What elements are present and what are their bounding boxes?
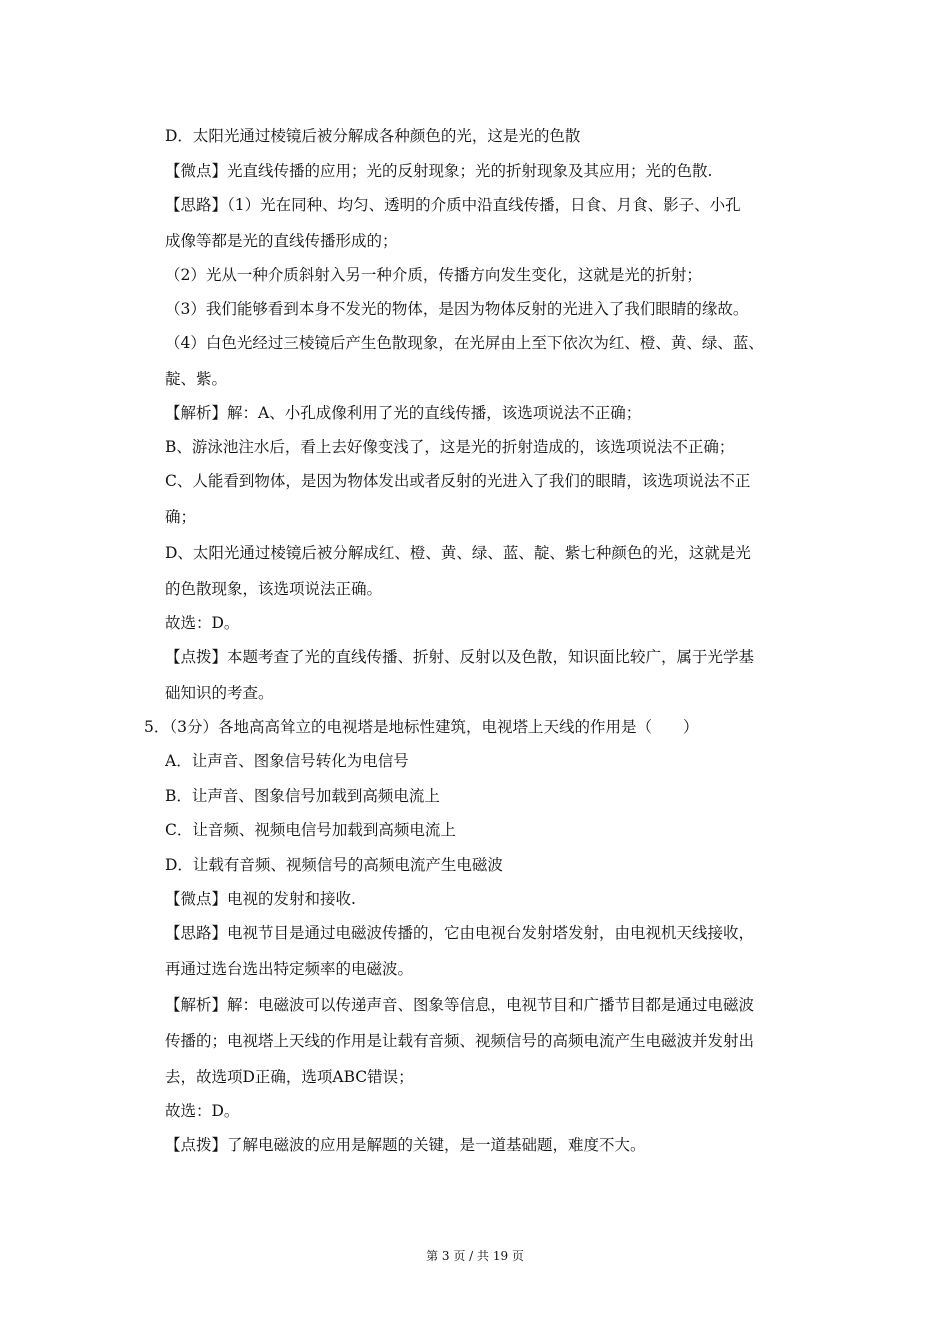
comment-line: 础知识的考查。: [165, 684, 274, 702]
option-b: B．让声音、图象信号加载到高频电流上: [165, 787, 440, 805]
question-5-stem: 5．（3分）各地高高耸立的电视塔是地标性建筑，电视塔上天线的作用是（ ）: [144, 718, 699, 736]
analysis-line: 的色散现象，该选项说法正确。: [165, 580, 383, 598]
analysis-line: C、人能看到物体，是因为物体发出或者反射的光进入了我们的眼睛，该选项说法不正: [165, 472, 751, 490]
analysis-line: 【解析】解：电磁波可以传递声音、图象等信息，电视节目和广播节目都是通过电磁波: [165, 996, 755, 1014]
reasoning-line: （4）白色光经过三棱镜后产生色散现象，在光屏由上至下依次为红、橙、黄、绿、蓝、: [165, 334, 764, 352]
reasoning-line: （2）光从一种介质斜射入另一种介质，传播方向发生变化，这就是光的折射；: [165, 266, 702, 284]
answer-line: 故选：D。: [165, 1102, 240, 1120]
option-d: D．让载有音频、视频信号的高频电流产生电磁波: [165, 856, 503, 874]
analysis-line: 传播的；电视塔上天线的作用是让载有音频、视频信号的高频电流产生电磁波并发射出: [165, 1032, 755, 1050]
analysis-line: D、太阳光通过棱镜后被分解成红、橙、黄、绿、蓝、靛、紫七种颜色的光，这就是光: [165, 544, 751, 562]
option-c: C．让音频、视频电信号加载到高频电流上: [165, 821, 456, 839]
reasoning-line: 成像等都是光的直线传播形成的；: [165, 232, 398, 250]
reasoning-line: （3）我们能够看到本身不发光的物体，是因为物体反射的光进入了我们眼睛的缘故。: [165, 300, 749, 318]
micro-point-line: 【微点】光直线传播的应用；光的反射现象；光的折射现象及其应用；光的色散.: [165, 162, 713, 180]
micro-point-line: 【微点】电视的发射和接收.: [165, 890, 356, 908]
analysis-line: B、游泳池注水后，看上去好像变浅了，这是光的折射造成的，该选项说法不正确；: [165, 438, 735, 456]
reasoning-line: 再通过选台选出特定频率的电磁波。: [165, 960, 414, 978]
analysis-line: 【解析】解：A、小孔成像利用了光的直线传播，该选项说法不正确；: [165, 404, 642, 422]
comment-line: 【点拨】了解电磁波的应用是解题的关键，是一道基础题，难度不大。: [165, 1136, 646, 1154]
reasoning-line: 【思路】（1）光在同种、均匀、透明的介质中沿直线传播，日食、月食、影子、小孔: [165, 196, 741, 214]
reasoning-line: 【思路】电视节目是通过电磁波传播的，它由电视台发射塔发射，由电视机天线接收，: [165, 924, 755, 942]
analysis-line: 确；: [165, 508, 197, 526]
reasoning-line: 靛、紫。: [165, 370, 228, 388]
option-a: A．让声音、图象信号转化为电信号: [165, 752, 409, 770]
page-number-footer: 第 3 页 / 共 19 页: [426, 1249, 524, 1263]
option-d-line: D．太阳光通过棱镜后被分解成各种颜色的光，这是光的色散: [165, 127, 581, 145]
analysis-line: 去，故选项D正确，选项ABC错误；: [165, 1068, 414, 1086]
answer-line: 故选：D。: [165, 614, 240, 632]
comment-line: 【点拨】本题考查了光的直线传播、折射、反射以及色散，知识面比较广，属于光学基: [165, 648, 755, 666]
